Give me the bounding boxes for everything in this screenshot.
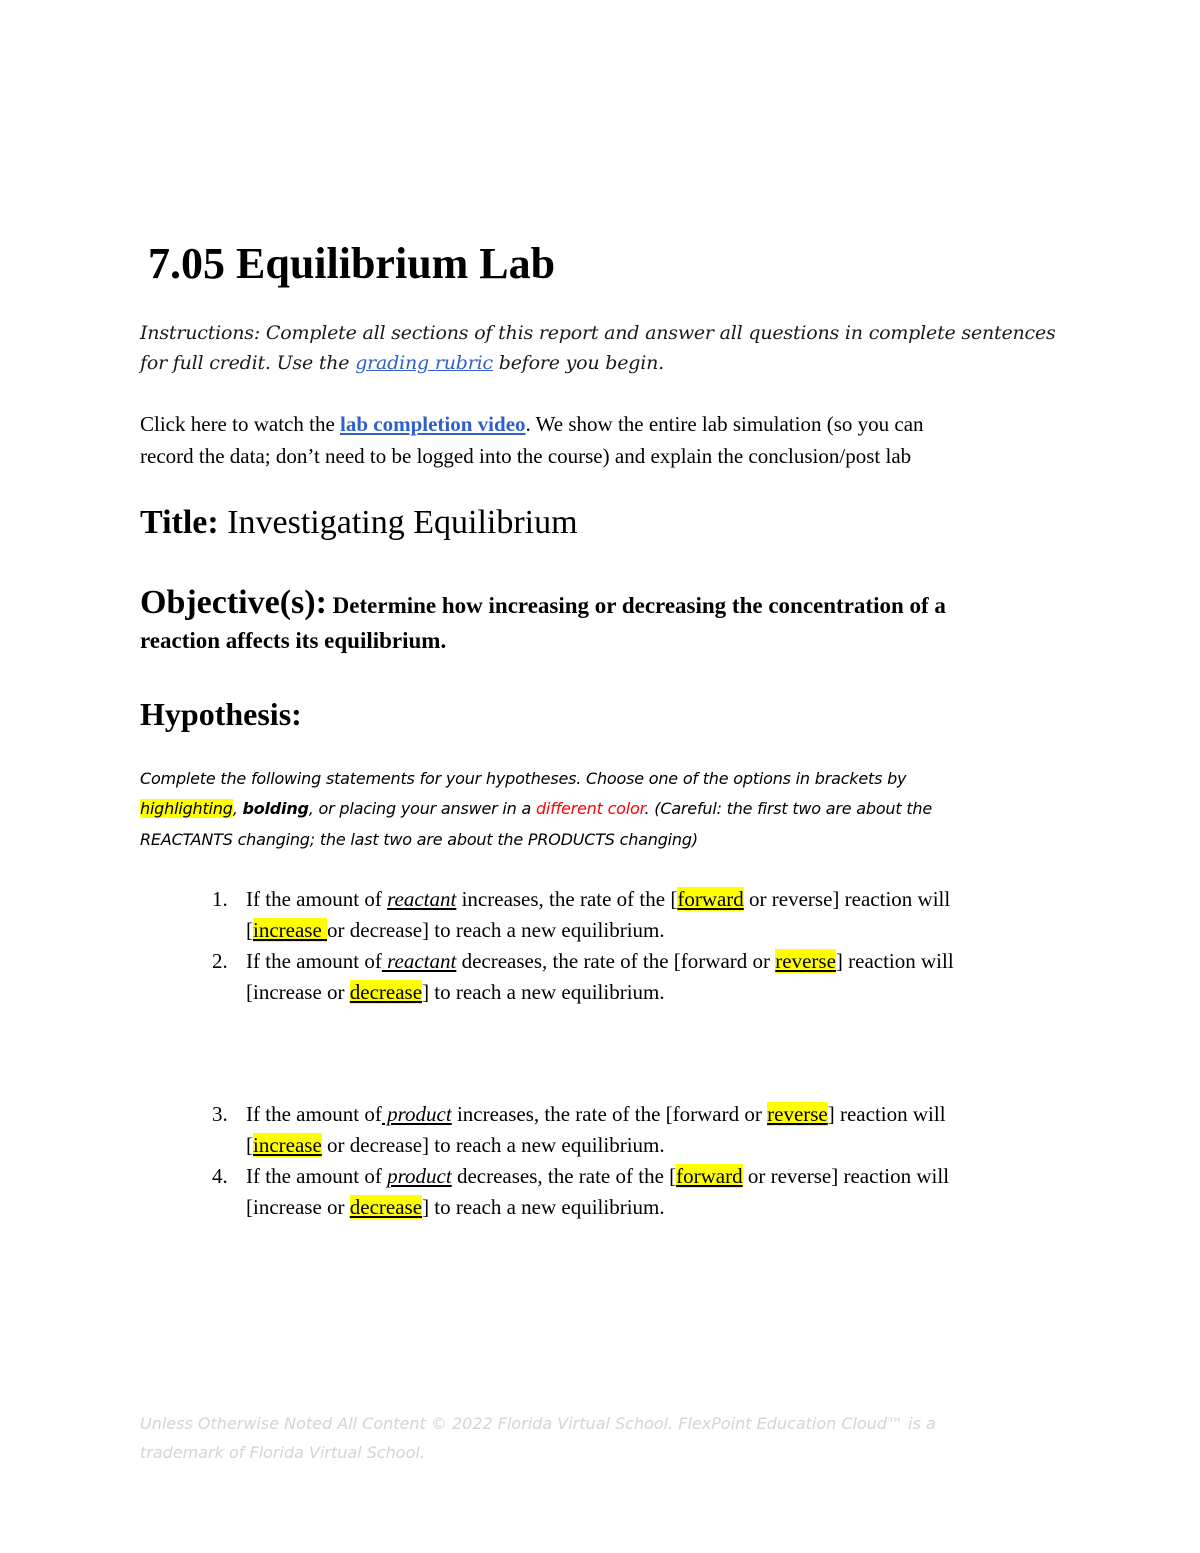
item-text: increases, the rate of the [	[456, 887, 678, 911]
list-item-number: 3.	[212, 1102, 228, 1126]
video-line-2: record the data; don’t need to be logged into the course) and explain the conclusion/post lab	[140, 444, 912, 468]
item-text: increases, the rate of the [forward or	[451, 1102, 768, 1126]
hypothesis-instructions-line-3: REACTANTS changing; the last two are about the PRODUCTS changing)	[140, 830, 698, 849]
title-label: Title:	[140, 504, 219, 541]
item-text: If the amount of	[246, 949, 382, 973]
list-item-4-line-2	[246, 1192, 665, 1223]
instr-mid: , or placing your answer in a	[308, 799, 536, 818]
item-text: or reverse] reaction will	[742, 1164, 950, 1188]
item-text: [increase or	[246, 1195, 350, 1219]
item-choice-highlighted: increase	[253, 1133, 322, 1157]
item-text: ] reaction will	[835, 949, 954, 973]
item-choice-highlighted: decrease	[349, 1195, 423, 1219]
item-choice-highlighted: increase	[253, 918, 328, 942]
item-text: ] to reach a new equilibrium.	[422, 980, 665, 1004]
title-value: Investigating Equilibrium	[218, 504, 578, 541]
item-choice-highlighted: decrease	[349, 980, 423, 1004]
list-item-4-line-1	[246, 1161, 949, 1192]
list-item-1-line-2	[246, 915, 665, 946]
page-title: 7.05 Equilibrium Lab	[148, 239, 556, 288]
item-subject: product	[381, 1102, 452, 1126]
item-text: decreases, the rate of the [forward or	[456, 949, 776, 973]
video-text: Click here to watch the	[140, 412, 341, 436]
item-text: [	[246, 1133, 253, 1157]
list-item-2-line-1	[246, 946, 954, 977]
list-item-number: 1.	[212, 887, 228, 911]
objective-label: Objective(s):	[140, 584, 327, 621]
objective-line-2: reaction affects its equilibrium.	[140, 628, 447, 653]
item-subject: reactant	[387, 887, 457, 911]
item-text: [increase or	[246, 980, 350, 1004]
instructions-text-end: before you begin.	[492, 352, 664, 374]
hypothesis-heading: Hypothesis:	[140, 696, 302, 732]
item-text: If the amount of	[246, 1164, 388, 1188]
video-line-1	[140, 408, 924, 440]
grading-rubric-link[interactable]: grading rubric	[355, 352, 493, 374]
list-item-3-line-1	[246, 1099, 946, 1130]
hypothesis-instructions-line-1: Complete the following statements for your hypotheses. Choose one of the options in brackets by	[140, 769, 907, 788]
instructions-line-2	[140, 348, 664, 378]
instructions-text: for full credit. Use the	[140, 352, 356, 374]
lab-completion-video-link[interactable]: lab completion video	[340, 412, 526, 436]
item-text: ] reaction will	[827, 1102, 946, 1126]
video-text-end: . We show the entire lab simulation (so you can	[525, 412, 924, 436]
instr-comma: ,	[232, 799, 243, 818]
title-section	[140, 500, 578, 546]
footer-line-1: Unless Otherwise Noted All Content © 2022 Florida Virtual School. FlexPoint Education Cloud™ is a	[140, 1414, 936, 1433]
item-choice-highlighted: reverse	[767, 1102, 828, 1126]
item-subject: reactant	[381, 949, 457, 973]
list-item-3-line-2	[246, 1130, 665, 1161]
item-text: [	[246, 918, 253, 942]
instr-careful: . (Careful: the first two are about the	[644, 799, 932, 818]
item-text: or decrease] to reach a new equilibrium.	[327, 918, 665, 942]
objective-text: Determine how increasing or decreasing the concentration of a	[326, 593, 946, 618]
item-text: or decrease] to reach a new equilibrium.	[321, 1133, 665, 1157]
item-text: decreases, the rate of the [	[451, 1164, 677, 1188]
list-item-1-line-1	[246, 884, 950, 915]
list-item-number: 4.	[212, 1164, 228, 1188]
option-bolding: bolding	[242, 799, 309, 818]
item-choice-highlighted: forward	[677, 887, 744, 911]
item-text: or reverse] reaction will	[743, 887, 951, 911]
item-subject: product	[387, 1164, 452, 1188]
option-different-color: different color	[535, 799, 645, 818]
footer-line-2: trademark of Florida Virtual School.	[140, 1443, 425, 1462]
item-text: If the amount of	[246, 1102, 382, 1126]
item-choice-highlighted: forward	[676, 1164, 743, 1188]
list-item-number: 2.	[212, 949, 228, 973]
instructions-line-1: Instructions: Complete all sections of this report and answer all questions in complete sentences	[140, 322, 1056, 344]
option-highlighting: highlighting	[140, 799, 233, 818]
item-text: If the amount of	[246, 887, 388, 911]
item-choice-highlighted: reverse	[775, 949, 836, 973]
item-text: ] to reach a new equilibrium.	[422, 1195, 665, 1219]
list-item-2-line-2	[246, 977, 665, 1008]
hypothesis-instructions-line-2	[140, 794, 932, 824]
